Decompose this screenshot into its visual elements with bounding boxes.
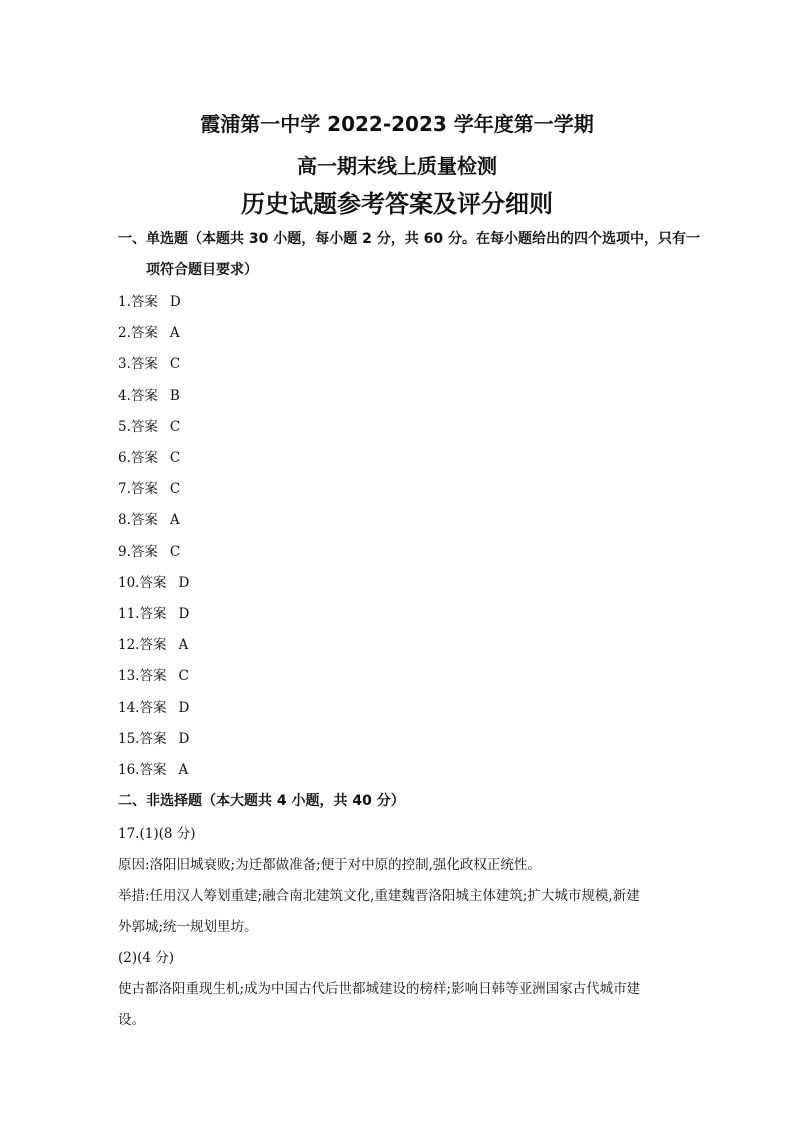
answer-number: 1.答案	[118, 294, 158, 310]
answer-letter: D	[178, 574, 190, 591]
answer-number: 16.答案	[118, 762, 167, 778]
answer-row	[118, 727, 189, 747]
answer-letter: A	[178, 637, 189, 654]
answer-row	[118, 321, 180, 341]
answer-number: 10.答案	[118, 574, 167, 591]
q17-effect-line2: 设。	[118, 1012, 145, 1028]
answer-letter: A	[178, 762, 189, 778]
title-answers: 历史试题参考答案及评分细则	[241, 190, 553, 218]
q17-measures-line2: 外郭城;统一规划里坊。	[118, 919, 258, 935]
q17-part1-label: 17.(1)(8 分)	[118, 826, 196, 842]
answer-letter: A	[169, 512, 180, 529]
answer-row	[118, 352, 180, 372]
answer-row	[118, 633, 188, 653]
answer-row	[118, 602, 189, 622]
answer-letter: C	[169, 543, 181, 560]
q17-effect-line1: 使古都洛阳重现生机;成为中国古代后世都城建设的榜样;影响日韩等亚洲国家古代城市建	[118, 981, 641, 997]
answer-row	[118, 290, 181, 310]
answer-letter: D	[178, 699, 190, 716]
answer-number: 15.答案	[118, 730, 167, 747]
answer-letter: D	[178, 606, 190, 622]
answer-number: 13.答案	[118, 668, 167, 685]
answer-number: 4.答案	[118, 387, 158, 404]
q17-measures-line1: 举措:任用汉人筹划重建;融合南北建筑文化,重建魏晋洛阳城主体建筑;扩大城市规模,新建	[118, 888, 640, 904]
answer-row	[118, 571, 189, 591]
answer-letter: C	[169, 450, 181, 466]
title-school: 霞浦第一中学 2022-2023 学年度第一学期	[200, 112, 594, 136]
answer-row	[118, 696, 189, 716]
answer-letter: D	[178, 730, 190, 747]
answer-number: 9.答案	[118, 543, 158, 560]
answer-row	[118, 384, 180, 404]
answer-row	[118, 508, 180, 528]
answer-number: 3.答案	[118, 356, 158, 373]
answer-row	[118, 664, 189, 684]
answer-letter: D	[169, 294, 181, 310]
answer-row	[118, 477, 180, 497]
answer-number: 6.答案	[118, 450, 158, 466]
answer-number: 5.答案	[118, 418, 158, 435]
answer-number: 8.答案	[118, 512, 158, 529]
answer-letter: C	[169, 356, 181, 373]
q17-part2-label: (2)(4 分)	[118, 950, 175, 966]
answer-row	[118, 540, 180, 560]
answer-number: 12.答案	[118, 637, 167, 654]
section1-heading-line1: 一、单选题（本题共 30 小题，每小题 2 分，共 60 分。在每小题给出的四个选项中，只有一	[118, 231, 700, 247]
answer-number: 2.答案	[118, 325, 158, 342]
answer-row	[118, 415, 180, 435]
title-exam: 高一期末线上质量检测	[297, 154, 497, 178]
answer-letter: C	[178, 668, 189, 685]
answer-letter: C	[169, 418, 181, 435]
answer-row	[118, 446, 180, 466]
answer-number: 14.答案	[118, 699, 167, 716]
answer-letter: C	[169, 481, 181, 498]
answer-number: 11.答案	[118, 606, 167, 622]
q17-reason: 原因:洛阳旧城衰败;为迁都做准备;便于对中原的控制,强化政权正统性。	[118, 857, 541, 873]
answer-letter: A	[169, 325, 180, 342]
section2-heading: 二、非选择题（本大题共 4 小题，共 40 分）	[118, 793, 405, 809]
answer-number: 7.答案	[118, 481, 158, 498]
answer-letter: B	[169, 387, 180, 404]
section1-heading-line2: 项符合题目要求）	[146, 262, 258, 278]
answer-row	[118, 758, 188, 778]
